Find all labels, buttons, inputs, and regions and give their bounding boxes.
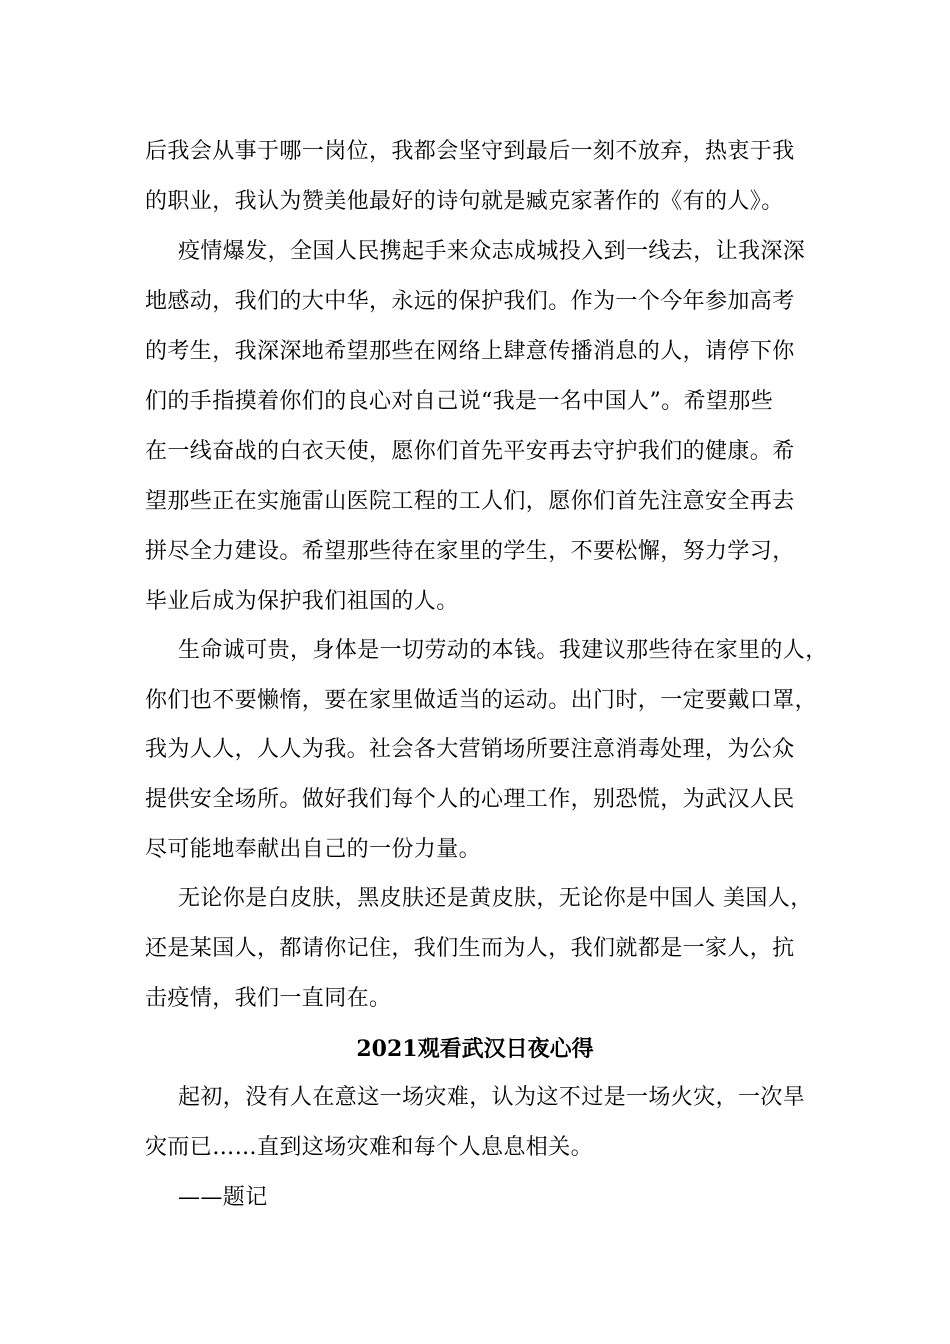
paragraph-4-line-2: 还是某国人，都请你记住，我们生而为人，我们就都是一家人，抗: [145, 936, 795, 961]
paragraph-2-line-6: 望那些正在实施雷山医院工程的工人们，愿你们首先注意安全再去: [145, 489, 795, 514]
paragraph-2-line-7: 拼尽全力建设。希望那些待在家里的学生，不要松懈，努力学习，: [145, 539, 795, 564]
paragraph-4-line-3: 击疫情，我们一直同在。: [145, 986, 392, 1011]
intro-line-2: 灾而已……直到这场灾难和每个人息息相关。: [145, 1135, 594, 1160]
paragraph-2-line-2: 地感动，我们的大中华，永远的保护我们。作为一个今年参加高考: [145, 289, 795, 314]
paragraph-3-line-3: 我为人人，人人为我。社会各大营销场所要注意消毒处理，为公众: [145, 737, 795, 762]
paragraph-1-line-2: 的职业，我认为赞美他最好的诗句就是臧克家著作的《有的人》。: [145, 189, 784, 214]
paragraph-2-line-1: 疫情爆发，全国人民携起手来众志成城投入到一线去，让我深深: [178, 239, 806, 264]
paragraph-2-line-8: 毕业后成为保护我们祖国的人。: [145, 589, 459, 614]
paragraph-3-line-5: 尽可能地奉献出自己的一份力量。: [145, 837, 482, 862]
paragraph-2-line-3: 的考生，我深深地希望那些在网络上肆意传播消息的人，请停下你: [145, 339, 795, 364]
paragraph-3-line-1: 生命诚可贵，身体是一切劳动的本钱。我建议那些待在家里的人，: [178, 638, 828, 663]
paragraph-1-line-1: 后我会从事于哪一岗位，我都会坚守到最后一刻不放弃，热衷于我: [145, 139, 795, 164]
paragraph-2-line-5: 在一线奋战的白衣天使，愿你们首先平安再去守护我们的健康。希: [145, 439, 795, 464]
paragraph-2-line-4: 们的手指摸着你们的良心对自己说“我是一名中国人”。希望那些: [145, 389, 774, 414]
inscription: ——题记: [178, 1185, 268, 1210]
paragraph-4-line-1: 无论你是白皮肤，黑皮肤还是黄皮肤，无论你是中国人 美国人，: [178, 886, 813, 911]
intro-line-1: 起初，没有人在意这一场灾难，认为这不过是一场火灾，一次旱: [178, 1085, 806, 1110]
section-title: 2021观看武汉日夜心得: [356, 1036, 594, 1062]
paragraph-3-line-4: 提供安全场所。做好我们每个人的心理工作，别恐慌，为武汉人民: [145, 787, 795, 812]
paragraph-3-line-2: 你们也不要懒惰，要在家里做适当的运动。出门时，一定要戴口罩，: [145, 688, 818, 713]
